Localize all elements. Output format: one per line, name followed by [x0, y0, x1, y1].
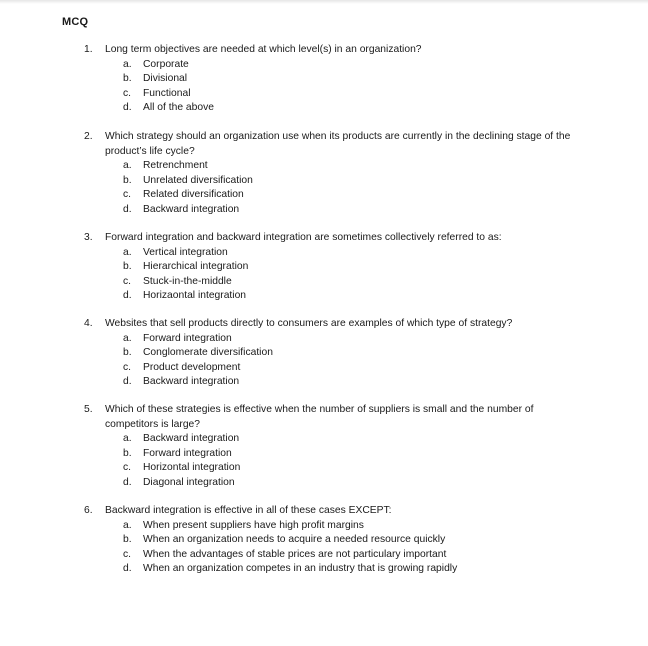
option-text: Functional	[143, 87, 191, 99]
option-text: Horizontal integration	[143, 462, 241, 473]
option-letter: c.	[123, 87, 132, 99]
option-letter: d.	[123, 563, 132, 574]
question-stem	[84, 130, 584, 159]
option-text: Divisional	[143, 73, 188, 84]
option-letter: d.	[123, 102, 132, 113]
option-b	[84, 72, 584, 87]
question-text: Which of these strategies is effective when the number of suppliers is small and the number of competitors is large?	[105, 404, 534, 430]
question-text: Which strategy should an organization use when its products are currently in the declining stage of the product’s life cycle?	[105, 131, 571, 157]
option-d	[84, 101, 584, 116]
option-letter: b.	[123, 347, 132, 358]
question-2	[84, 130, 584, 217]
option-d	[84, 289, 584, 304]
option-list	[84, 432, 584, 490]
option-c	[84, 188, 584, 203]
question-6	[84, 504, 584, 577]
option-letter: c.	[123, 548, 132, 560]
question-stem	[84, 231, 584, 246]
question-number: 5.	[84, 404, 93, 415]
option-a	[84, 58, 584, 73]
option-text: When present suppliers have high profit margins	[143, 519, 364, 531]
option-letter: b.	[123, 261, 132, 272]
option-list	[84, 159, 584, 217]
option-c	[84, 275, 584, 290]
option-text: Vertical integration	[143, 246, 228, 258]
question-number: 2.	[84, 131, 93, 142]
option-b	[84, 346, 584, 361]
option-letter: d.	[123, 203, 132, 215]
option-letter: d.	[123, 376, 132, 387]
option-text: All of the above	[143, 102, 214, 113]
option-letter: a.	[123, 433, 132, 444]
option-a	[84, 246, 584, 261]
question-text: Forward integration and backward integration are sometimes collectively referred to as:	[105, 232, 502, 243]
option-a	[84, 332, 584, 347]
option-letter: a.	[123, 332, 132, 344]
option-text: Horizaontal integration	[143, 290, 247, 301]
option-b	[84, 174, 584, 189]
option-b	[84, 533, 584, 548]
option-text: When the advantages of stable prices are not particulary important	[143, 548, 447, 560]
question-stem	[84, 43, 584, 58]
option-c	[84, 461, 584, 476]
question-5	[84, 403, 584, 490]
option-letter: a.	[123, 519, 132, 531]
option-letter: a.	[123, 58, 132, 70]
option-text: Product development	[143, 361, 241, 373]
option-text: Retrenchment	[143, 160, 208, 171]
option-text: Forward integration	[143, 332, 232, 344]
option-d	[84, 476, 584, 491]
option-text: When an organization needs to acquire a needed resource quickly	[143, 534, 446, 545]
question-number: 3.	[84, 232, 93, 243]
option-b	[84, 260, 584, 275]
option-text: Conglomerate diversification	[143, 347, 273, 358]
option-letter: c.	[123, 275, 132, 287]
option-list	[84, 332, 584, 390]
option-letter: c.	[123, 462, 132, 473]
option-list	[84, 58, 584, 116]
question-text: Backward integration is effective in all of these cases EXCEPT:	[105, 505, 392, 516]
option-letter: b.	[123, 174, 132, 186]
option-text: Diagonal integration	[143, 476, 235, 488]
option-text: Unrelated diversification	[143, 174, 253, 186]
option-list	[84, 246, 584, 304]
option-letter: d.	[123, 290, 132, 301]
option-a	[84, 432, 584, 447]
option-letter: a.	[123, 246, 132, 258]
question-text: Long term objectives are needed at which level(s) in an organization?	[105, 44, 422, 55]
option-text: Hierarchical integration	[143, 261, 249, 272]
option-letter: a.	[123, 160, 132, 171]
question-number: 6.	[84, 505, 93, 516]
option-letter: c.	[123, 361, 132, 373]
option-letter: b.	[123, 447, 132, 459]
option-b	[84, 447, 584, 462]
question-number: 4.	[84, 318, 93, 329]
option-text: Backward integration	[143, 376, 240, 387]
option-text: Stuck-in-the-middle	[143, 275, 232, 287]
option-letter: b.	[123, 73, 132, 84]
question-stem	[84, 317, 584, 332]
option-d	[84, 562, 584, 577]
option-letter: d.	[123, 476, 132, 488]
option-a	[84, 519, 584, 534]
option-text: Backward integration	[143, 433, 240, 444]
question-stem	[84, 403, 584, 432]
option-list	[84, 519, 584, 577]
question-3	[84, 231, 584, 304]
question-stem	[84, 504, 584, 519]
question-text: Websites that sell products directly to consumers are examples of which type of strategy?	[105, 318, 513, 329]
option-letter: b.	[123, 534, 132, 545]
option-d	[84, 203, 584, 218]
question-4	[84, 317, 584, 390]
option-a	[84, 159, 584, 174]
question-1	[84, 43, 584, 116]
option-text: Forward integration	[143, 447, 232, 459]
document-title: MCQ	[62, 16, 89, 28]
option-c	[84, 87, 584, 102]
option-text: Related diversification	[143, 189, 244, 200]
option-d	[84, 375, 584, 390]
option-letter: c.	[123, 189, 132, 200]
option-c	[84, 548, 584, 563]
option-c	[84, 361, 584, 376]
option-text: Backward integration	[143, 203, 240, 215]
question-number: 1.	[84, 44, 93, 55]
option-text: Corporate	[143, 58, 189, 70]
option-text: When an organization competes in an industry that is growing rapidly	[143, 563, 458, 574]
